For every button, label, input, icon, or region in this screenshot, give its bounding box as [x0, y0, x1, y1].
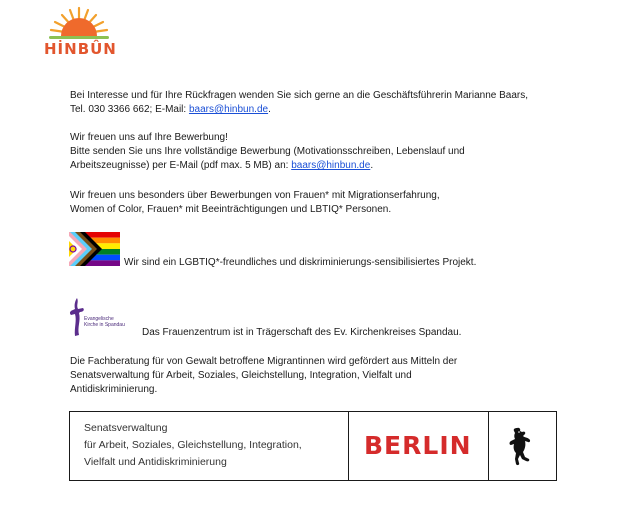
senate-name — [84, 420, 302, 471]
contact-paragraph — [70, 89, 528, 117]
logo-wordmark: HİNBÛN — [44, 40, 117, 58]
application-email-link[interactable]: baars@hinbun.de — [291, 160, 371, 171]
diversity-line-2: Women of Color, Frauen* mit Beeinträchtigungen und LBTIQ* Personen. — [70, 204, 392, 215]
senate-name-line-2: für Arbeit, Soziales, Gleichstellung, Integration, — [84, 439, 302, 451]
application-line-2: Bitte senden Sie uns Ihre vollständige Bewerbung (Motivationsschreiben, Lebenslauf und — [70, 146, 465, 157]
application-line-1: Wir freuen uns auf Ihre Bewerbung! — [70, 132, 228, 143]
lgbtiq-statement: Wir sind ein LGBTIQ*-freundliches und diskriminierungs-sensibilisiertes Projekt. — [124, 257, 477, 268]
application-line-3 — [70, 159, 465, 173]
funding-line-2: Senatsverwaltung für Arbeit, Soziales, Gleichstellung, Integration, Vielfalt und — [70, 370, 412, 381]
church-caption-line-1: Evangelische — [84, 316, 114, 322]
church-caption-line-2: Kirche in Spandau — [84, 322, 125, 328]
contact-line-1: Bei Interesse und für Ihre Rückfragen wenden Sie sich gerne an die Geschäftsführerin Marianne Baars, — [70, 90, 529, 101]
berlin-wordmark: BERLIN — [364, 431, 472, 460]
application-paragraph — [70, 131, 465, 173]
application-period: . — [370, 160, 374, 171]
funding-line-3: Antidiskriminierung. — [70, 384, 158, 395]
berlin-bear-icon — [508, 426, 534, 468]
diversity-paragraph — [70, 189, 440, 217]
contact-line-2 — [70, 103, 528, 117]
senate-administration-logo — [69, 411, 557, 481]
contact-period: . — [268, 104, 271, 115]
sunrise-icon — [44, 4, 114, 44]
hinbun-logo — [44, 4, 117, 60]
application-line-3-text: Arbeitszeugnisse) per E-Mail (pdf max. 5 MB) an: — [70, 160, 292, 171]
senate-divider-2 — [488, 412, 489, 480]
diversity-line-1: Wir freuen uns besonders über Bewerbungen von Frauen* mit Migrationserfahrung, — [70, 190, 440, 201]
progress-pride-flag-icon — [69, 232, 120, 266]
senate-divider-1 — [348, 412, 349, 480]
contact-email-link[interactable]: baars@hinbun.de — [188, 104, 269, 115]
contact-phone-text: Tel. 030 3366 662; E-Mail: — [70, 104, 189, 115]
funding-paragraph — [70, 355, 457, 397]
senate-name-line-1: Senatsverwaltung — [84, 422, 168, 434]
senate-name-line-3: Vielfalt und Antidiskriminierung — [84, 456, 227, 468]
church-caption — [84, 316, 125, 328]
church-statement: Das Frauenzentrum ist in Trägerschaft des Ev. Kirchenkreises Spandau. — [142, 327, 462, 338]
funding-line-1: Die Fachberatung für von Gewalt betroffene Migrantinnen wird gefördert aus Mitteln der — [70, 356, 458, 367]
